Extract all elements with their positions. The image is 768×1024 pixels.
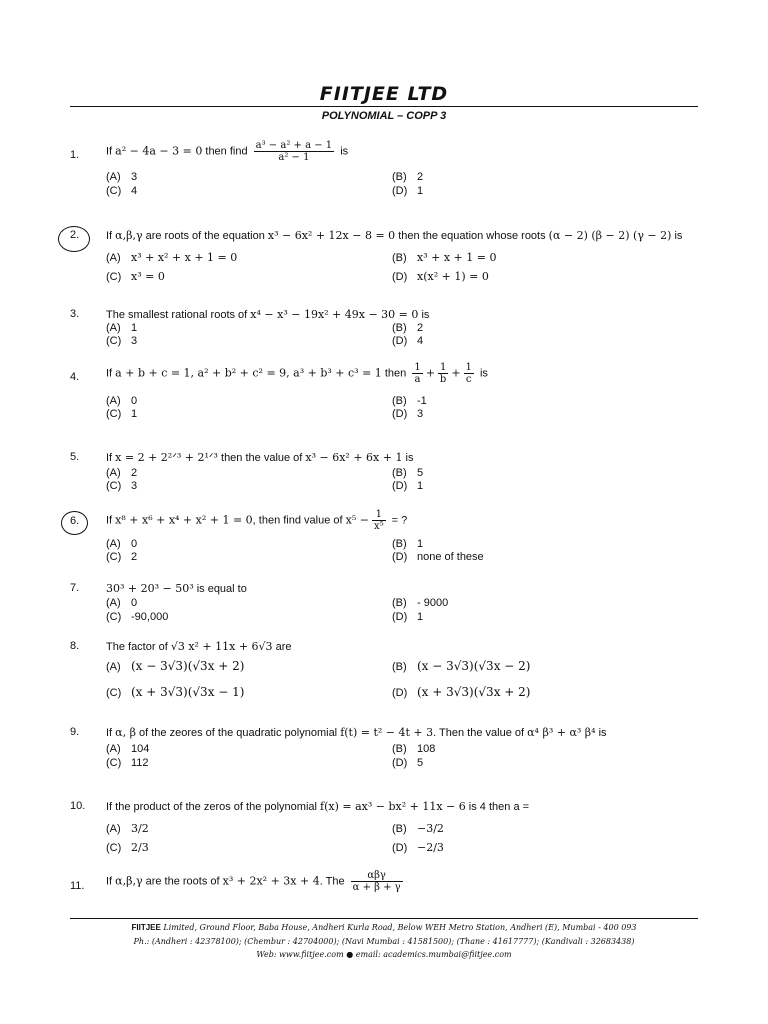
header-rule <box>70 106 698 107</box>
option-label: (D) <box>392 757 408 769</box>
option-d <box>392 408 423 420</box>
brand-logo: FIITJEE LTD <box>319 83 449 105</box>
option-c <box>106 685 244 699</box>
fraction-denominator: b <box>439 374 447 385</box>
option-value: 1 <box>417 480 424 492</box>
fraction <box>372 509 386 532</box>
option-d <box>392 185 423 197</box>
math-expression: a + b + c = 1, a² + b² + c² = 9, a³ + b³ + c³ = 1 <box>115 366 382 380</box>
option-value: 5 <box>417 467 424 479</box>
option-a <box>106 659 244 673</box>
math-expression: x³ − 6x² + 6x + 1 <box>305 451 403 464</box>
fraction <box>438 362 448 385</box>
option-label: (C) <box>106 480 122 492</box>
option-label: (A) <box>106 171 121 183</box>
option-value: 3 <box>131 480 138 492</box>
question-number: 6. <box>70 515 80 527</box>
fraction <box>351 870 403 893</box>
question-text-part: are the roots of <box>142 875 223 888</box>
option-label: (B) <box>392 395 407 407</box>
plus-sign: + <box>451 366 461 380</box>
footer-address-text: Limited, Ground Floor, Baba House, Andheri Kurla Road, Below WEH Metro Station, Andheri (E), Mumbai - 400 093 <box>160 923 637 932</box>
option-c <box>106 480 137 492</box>
option-a <box>106 322 137 334</box>
option-label: (A) <box>106 743 121 755</box>
question-text <box>106 870 406 893</box>
option-a <box>106 822 149 835</box>
option-value: 4 <box>417 335 424 347</box>
math-expression: α,β,γ <box>115 229 143 242</box>
option-a <box>106 251 237 264</box>
option-a <box>106 538 137 550</box>
option-b <box>392 743 435 755</box>
question-number: 4. <box>70 371 80 383</box>
question-text <box>106 582 247 595</box>
option-value: 2 <box>417 171 424 183</box>
option-label: (B) <box>392 252 407 264</box>
math-expression: α,β,γ <box>115 874 143 888</box>
option-label: (A) <box>106 823 121 835</box>
option-label: (D) <box>392 611 408 623</box>
question-text <box>106 640 292 653</box>
option-label: (B) <box>392 467 407 479</box>
option-c <box>106 408 137 420</box>
option-b <box>392 538 423 550</box>
option-value: −2/3 <box>417 841 444 854</box>
math-expression: √3 x² + 11x + 6√3 <box>170 640 273 653</box>
question-text-part: If <box>106 452 116 464</box>
question-text-part: If <box>106 145 116 158</box>
question-text-part: is <box>418 309 430 321</box>
option-value: x(x² + 1) = 0 <box>417 270 489 283</box>
question-text-part: If the product of the zeros of the polynomial <box>106 801 321 813</box>
question-text <box>106 229 682 242</box>
question-text-part: = ? <box>388 514 408 527</box>
question-text-part: is <box>337 145 349 158</box>
option-label: (A) <box>106 467 121 479</box>
option-value: x³ = 0 <box>131 270 165 283</box>
question-text <box>106 509 407 532</box>
option-d <box>392 841 444 854</box>
question-text-part: The smallest rational roots of <box>106 309 251 321</box>
option-value: −3/2 <box>417 822 444 835</box>
question-text-part: . The <box>319 875 348 888</box>
question-number: 2. <box>70 229 80 241</box>
option-value: 2/3 <box>131 841 149 854</box>
question-text-part: then the value of <box>217 452 306 464</box>
option-label: (C) <box>106 757 122 769</box>
option-c <box>106 551 137 563</box>
option-label: (B) <box>392 743 407 755</box>
option-c <box>106 757 149 769</box>
plus-sign: + <box>425 366 435 380</box>
math-expression: a² − 4a − 3 = 0 <box>115 144 203 158</box>
question-text <box>106 140 348 163</box>
option-value: 1 <box>417 185 424 197</box>
option-value: 2 <box>417 322 424 334</box>
question-text-part: is <box>595 727 607 739</box>
option-value: none of these <box>417 551 484 563</box>
option-label: (B) <box>392 171 407 183</box>
math-expression: α, β <box>115 726 136 739</box>
option-label: (D) <box>392 335 408 347</box>
option-value: -1 <box>417 395 427 407</box>
question-text <box>106 800 529 813</box>
option-label: (A) <box>106 597 121 609</box>
option-b <box>392 171 423 183</box>
question-text-part: If <box>106 367 116 380</box>
option-c <box>106 185 137 197</box>
option-a <box>106 171 137 183</box>
option-b <box>392 467 423 479</box>
question-number: 9. <box>70 726 80 738</box>
option-value: x³ + x + 1 = 0 <box>417 251 497 264</box>
option-label: (D) <box>392 185 408 197</box>
math-expression: (α − 2) (β − 2) (γ − 2) <box>548 229 672 242</box>
option-value: 0 <box>131 597 138 609</box>
option-b <box>392 659 530 673</box>
question-text-part: is equal to <box>193 583 247 595</box>
math-expression: x⁴ − x³ − 19x² + 49x − 30 = 0 <box>250 308 419 321</box>
math-expression: α⁴ β³ + α³ β⁴ <box>527 726 596 739</box>
option-d <box>392 611 423 623</box>
question-text-part: If <box>106 875 116 888</box>
math-expression: 30³ + 20³ − 50³ <box>106 582 194 595</box>
option-d <box>392 685 530 699</box>
fraction-denominator: α + β + γ <box>352 882 401 893</box>
option-label: (A) <box>106 538 121 550</box>
question-text <box>106 451 413 464</box>
option-label: (D) <box>392 687 408 699</box>
question-text-part: then <box>381 367 410 380</box>
option-b <box>392 822 444 835</box>
footer-address <box>0 923 768 932</box>
question-text-part: If <box>106 727 116 739</box>
option-value: (x + 3√3)(√3x − 1) <box>131 685 245 699</box>
option-value: 112 <box>131 757 149 769</box>
option-d <box>392 551 484 563</box>
option-label: (A) <box>106 252 121 264</box>
math-expression: x⁸ + x⁶ + x⁴ + x² + 1 = 0 <box>115 513 253 527</box>
option-value: 108 <box>417 743 436 755</box>
math-expression: x³ + 2x² + 3x + 4 <box>222 874 320 888</box>
option-label: (D) <box>392 842 408 854</box>
option-label: (C) <box>106 335 122 347</box>
option-value: (x − 3√3)(√3x − 2) <box>417 659 531 673</box>
option-value: 2 <box>131 551 138 563</box>
question-text-part: is <box>476 367 488 380</box>
question-text-part: is <box>671 230 683 242</box>
fraction-numerator: 1 <box>465 362 472 373</box>
option-value: - 9000 <box>417 597 449 609</box>
option-label: (B) <box>392 597 407 609</box>
footer-rule <box>70 918 698 919</box>
option-value: 3/2 <box>131 822 149 835</box>
question-text-part: is <box>402 452 414 464</box>
question-text-part: If <box>106 230 116 242</box>
question-number: 3. <box>70 308 80 320</box>
option-value: x³ + x² + x + 1 = 0 <box>131 251 238 264</box>
option-label: (A) <box>106 661 121 673</box>
option-label: (D) <box>392 271 408 283</box>
option-value: 3 <box>131 171 138 183</box>
option-c <box>106 335 137 347</box>
option-label: (D) <box>392 408 408 420</box>
question-number: 7. <box>70 582 80 594</box>
question-text-part: of the zeores of the quadratic polynomial <box>135 727 341 739</box>
option-label: (A) <box>106 395 121 407</box>
option-label: (B) <box>392 661 407 673</box>
fraction-denominator: x⁵ <box>373 521 384 532</box>
option-value: 3 <box>417 408 424 420</box>
question-text <box>106 362 488 385</box>
math-expression: x⁵ − <box>345 513 369 527</box>
option-label: (C) <box>106 271 122 283</box>
question-text-part: are <box>272 641 292 653</box>
question-text <box>106 726 607 739</box>
question-number: 10. <box>70 800 86 812</box>
option-label: (B) <box>392 823 407 835</box>
footer-brand: FIITJEE <box>131 923 161 932</box>
option-label: (C) <box>106 687 122 699</box>
question-number: 1. <box>70 149 80 161</box>
footer-web: Web: www.fiitjee.com ● email: academics.mumbai@fiitjee.com <box>256 950 512 959</box>
option-a <box>106 597 137 609</box>
fraction <box>254 140 334 163</box>
option-value: 4 <box>131 185 138 197</box>
option-value: 2 <box>131 467 138 479</box>
option-a <box>106 467 137 479</box>
option-d <box>392 270 489 283</box>
question-number: 11. <box>70 880 85 892</box>
option-c <box>106 841 149 854</box>
question-text <box>106 308 429 321</box>
math-expression: x³ − 6x² + 12x − 8 = 0 <box>267 229 396 242</box>
option-b <box>392 251 496 264</box>
fraction-numerator: 1 <box>414 362 421 373</box>
fraction-denominator: a² − 1 <box>278 152 310 163</box>
option-a <box>106 395 137 407</box>
fraction-numerator: a³ − a² + a − 1 <box>255 140 333 151</box>
question-text-part: , then find value of <box>252 514 346 527</box>
fraction <box>412 362 422 385</box>
option-value: 1 <box>417 611 424 623</box>
option-d <box>392 335 423 347</box>
question-number: 5. <box>70 451 80 463</box>
fraction-numerator: 1 <box>438 362 448 374</box>
option-label: (B) <box>392 322 407 334</box>
question-text-part: are roots of the equation <box>142 230 268 242</box>
fraction <box>464 362 474 385</box>
option-label: (C) <box>106 611 122 623</box>
option-value: 5 <box>417 757 424 769</box>
option-label: (B) <box>392 538 407 550</box>
fraction-denominator: c <box>465 374 472 385</box>
option-value: (x − 3√3)(√3x + 2) <box>131 659 245 673</box>
option-value: 1 <box>131 408 138 420</box>
math-expression: f(t) = t² − 4t + 3 <box>340 726 434 739</box>
fraction-denominator: a <box>414 374 421 385</box>
math-expression: x = 2 + 2²ᐟ³ + 2¹ᐟ³ <box>115 451 218 464</box>
question-text-part: then the equation whose roots <box>395 230 549 242</box>
fraction-numerator: αβγ <box>351 870 403 882</box>
option-value: 3 <box>131 335 138 347</box>
option-a <box>106 743 149 755</box>
option-value: 104 <box>131 743 150 755</box>
question-number: 8. <box>70 640 80 652</box>
option-label: (C) <box>106 408 122 420</box>
fraction-numerator: 1 <box>372 509 386 521</box>
option-b <box>392 597 448 609</box>
question-text-part: If <box>106 514 116 527</box>
option-label: (D) <box>392 551 408 563</box>
question-text-part: The factor of <box>106 641 171 653</box>
option-value: 1 <box>131 322 138 334</box>
question-text-part: . Then the value of <box>433 727 528 739</box>
option-d <box>392 757 423 769</box>
option-label: (C) <box>106 185 122 197</box>
question-text-part: is 4 then a = <box>465 801 530 813</box>
option-value: -90,000 <box>131 611 169 623</box>
option-d <box>392 480 423 492</box>
sheet-title: POLYNOMIAL – COPP 3 <box>321 110 447 122</box>
option-c <box>106 611 168 623</box>
option-c <box>106 270 165 283</box>
option-value: 1 <box>417 538 424 550</box>
math-expression: f(x) = ax³ − bx² + 11x − 6 <box>320 800 466 813</box>
option-label: (C) <box>106 551 122 563</box>
option-value: (x + 3√3)(√3x + 2) <box>417 685 531 699</box>
option-label: (D) <box>392 480 408 492</box>
option-value: 0 <box>131 538 138 550</box>
option-label: (C) <box>106 842 122 854</box>
option-label: (A) <box>106 322 121 334</box>
question-text-part: then find <box>202 145 251 158</box>
option-b <box>392 395 427 407</box>
option-b <box>392 322 423 334</box>
footer-phones: Ph.: (Andheri : 42378100); (Chembur : 42704000); (Navi Mumbai : 41581500); (Thane : 41617777); (Kandivali : 32683438) <box>133 937 635 946</box>
option-value: 0 <box>131 395 138 407</box>
